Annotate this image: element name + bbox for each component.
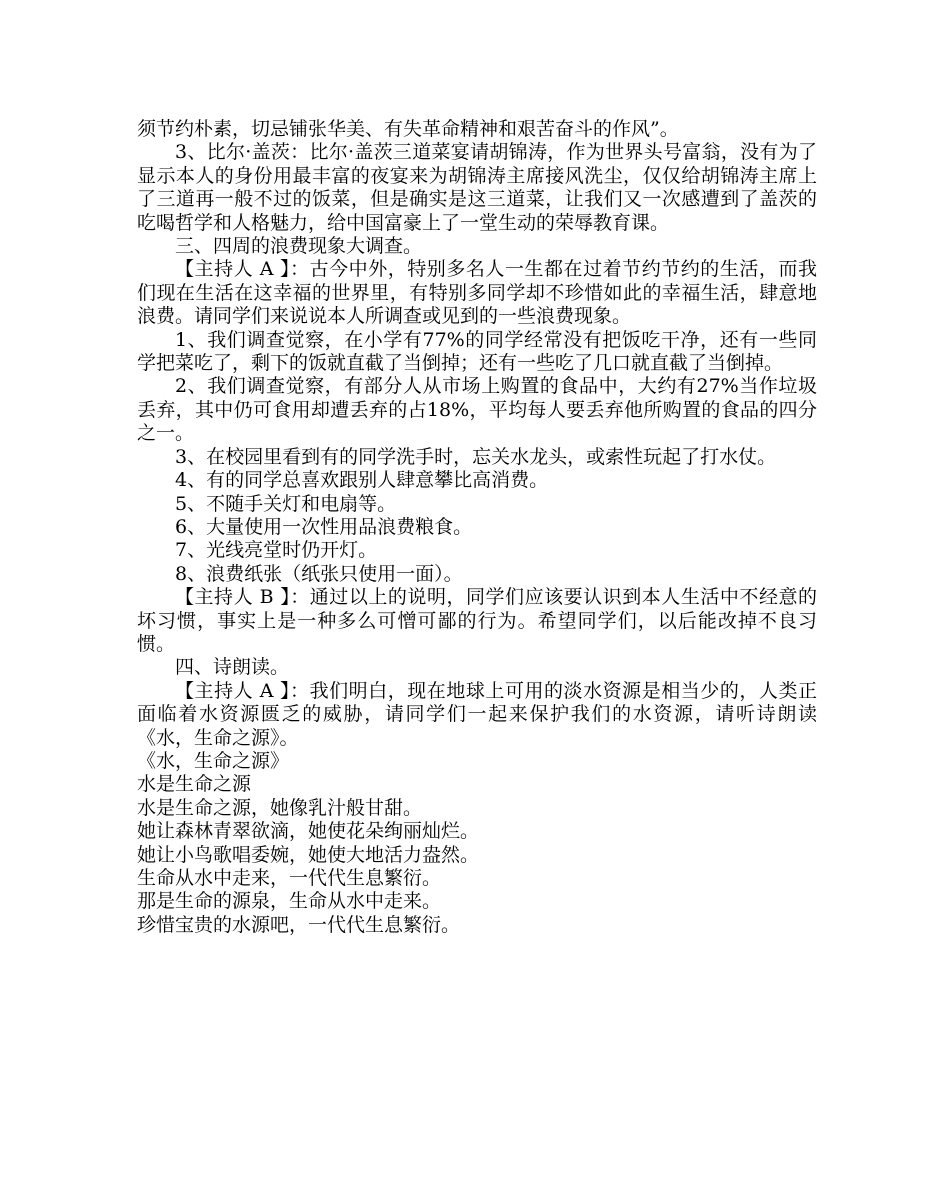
list-item-7: 7、光线亮堂时仍开灯。 [175, 539, 378, 562]
poem-line: 她让小鸟歌唱委婉，她使大地活力盎然。 [137, 843, 480, 866]
paragraph-bill-gates: 3、比尔·盖茨：比尔·盖茨三道菜宴请胡锦涛，作为世界头号富翁，没有为了显示本人的身份用最丰富的夜宴来为胡锦涛主席接风洗尘，仅仅给胡锦涛主席上了三道再一般不过的饭菜，但是确实是这三道菜，让我们又一次感遭到了盖茨的吃喝哲学和人格魅力，给中国富豪上了一堂生动的荣辱教育课。 [137, 141, 817, 234]
poem-line: 水是生命之源，她像乳汁般甘甜。 [137, 796, 423, 819]
list-item-4: 4、有的同学总喜欢跟别人肆意攀比高消费。 [175, 469, 549, 492]
poem-line: 珍惜宝贵的水源吧，一代代生息繁衍。 [137, 913, 461, 936]
section-heading-poem: 四、诗朗读。 [175, 656, 290, 679]
paragraph-continuation: 须节约朴素，切忌铺张华美、有失革命精神和艰苦奋斗的作风”。 [137, 118, 679, 140]
poem-title: 《水，生命之源》 [137, 749, 290, 772]
poem-line: 生命从水中走来，一代代生息繁衍。 [137, 867, 442, 889]
poem-line: 那是生命的源泉，生命从水中走来。 [137, 890, 442, 913]
paragraph-host-a-poem-intro: 【主持人 A 】：我们明白，现在地球上可用的淡水资源是相当少的，人类正面临着水资源匮乏的威胁，请同学们一起来保护我们的水资源，请听诗朗读《水，生命之源》。 [137, 679, 817, 749]
list-item-5: 5、不随手关灯和电扇等。 [175, 492, 397, 515]
list-item-6: 6、大量使用一次性用品浪费粮食。 [175, 515, 473, 538]
document-body [137, 118, 817, 937]
poem-line: 水是生命之源 [137, 773, 252, 796]
list-item-8: 8、浪费纸张（纸张只使用一面）。 [175, 562, 463, 585]
poem-line: 她让森林青翠欲滴，她使花朵绚丽灿烂。 [137, 820, 480, 843]
paragraph-host-a-intro: 【主持人 A 】：古今中外，特别多名人一生都在过着节约节约的生活，而我们现在生活在这幸福的世界里，有特别多同学却不珍惜如此的幸福生活，肆意地浪费。请同学们来说说本人所调查或见到的一些浪费现象。 [137, 258, 817, 328]
list-item-1: 1、我们调查觉察，在小学有77%的同学经常没有把饭吃干净，还有一些同学把菜吃了，剩下的饭就直截了当倒掉；还有一些吃了几口就直截了当倒掉。 [137, 328, 817, 375]
paragraph-host-b: 【主持人 B 】：通过以上的说明，同学们应该要认识到本人生活中不经意的坏习惯，事实上是一种多么可憎可鄙的行为。希望同学们，以后能改掉不良习惯。 [137, 586, 817, 655]
list-item-2: 2、我们调查觉察，有部分人从市场上购置的食品中，大约有27%当作垃圾丢弃，其中仍可食用却遭丢弃的占18%，平均每人要丢弃他所购置的食品的四分之一。 [137, 375, 817, 445]
section-heading-waste-survey: 三、四周的浪费现象大调查。 [175, 235, 423, 258]
list-item-3: 3、在校园里看到有的同学洗手时，忘关水龙头，或索性玩起了打水仗。 [175, 445, 777, 468]
